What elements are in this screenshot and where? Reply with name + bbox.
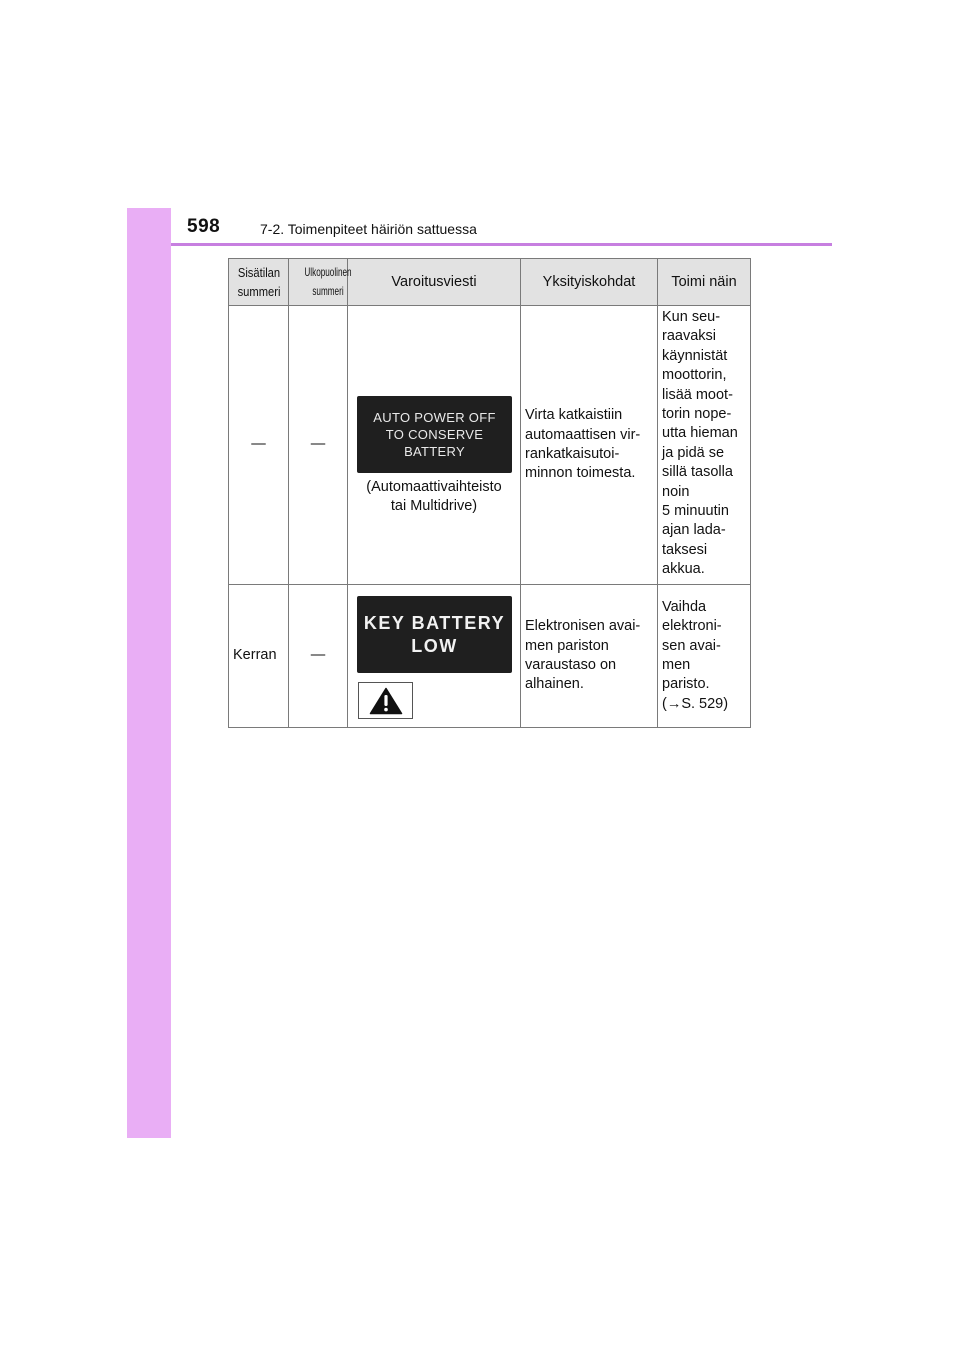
header-message (348, 259, 521, 306)
action-line: elektroni- (662, 618, 722, 635)
table-row (229, 306, 751, 585)
details-line: Virta katkaistiin (525, 407, 623, 424)
action-line: taksesi (662, 541, 708, 558)
table-row (229, 585, 751, 728)
section-title: 7-2. Toimenpiteet häiriön sattuessa (260, 221, 477, 237)
chapter-side-tab (127, 208, 171, 1138)
warning-triangle-icon (369, 687, 403, 715)
outer-buzzer-cell (289, 306, 348, 585)
outer-buzzer-value: — (310, 647, 326, 664)
header-inner-buzzer-label: Sisätilan summeri (237, 265, 281, 299)
table-header-row (229, 259, 751, 306)
display-line: LOW (411, 635, 458, 656)
details-line: men pariston (525, 637, 609, 654)
action-line: ajan lada- (662, 522, 726, 539)
auto-power-off-display (357, 396, 512, 473)
message-cell (348, 306, 521, 585)
display-line: TO CONSERVE (385, 426, 484, 442)
action-line: raavaksi (662, 328, 716, 345)
display-caption: (Automaattivaihteisto tai Multidrive) (366, 478, 502, 514)
inner-buzzer-cell (229, 585, 289, 728)
details-cell (521, 306, 658, 585)
inner-buzzer-value: Kerran (233, 647, 277, 664)
details-line: Elektronisen avai- (525, 618, 641, 635)
action-line: lisää moot- (662, 386, 733, 403)
header-inner-buzzer (229, 259, 289, 306)
header-action (658, 259, 751, 306)
display-line: BATTERY (404, 443, 465, 459)
details-line: minnon toimesta. (525, 465, 636, 482)
details-line: alhainen. (525, 676, 584, 693)
action-line: noin (662, 483, 690, 500)
outer-buzzer-value: — (310, 436, 326, 453)
action-line: moottorin, (662, 367, 727, 384)
inner-buzzer-value: — (251, 436, 266, 453)
page-number: 598 (187, 216, 221, 237)
action-line: torin nope- (662, 406, 732, 423)
action-line: Vaihda (662, 598, 707, 615)
details-line: rankatkaisutoi- (525, 446, 620, 462)
inner-buzzer-cell (229, 306, 289, 585)
action-line: Kun seu- (662, 309, 721, 325)
action-line: käynnistät (662, 347, 728, 364)
display-line: AUTO POWER OFF (373, 409, 496, 425)
message-cell (348, 585, 521, 728)
action-line: utta hieman (662, 425, 738, 442)
action-line: 5 minuutin (662, 503, 729, 520)
page-reference-link[interactable]: (→S. 529) (662, 695, 729, 712)
outer-buzzer-cell (289, 585, 348, 728)
key-battery-low-display (357, 596, 512, 673)
header-action-label: Toimi näin (671, 274, 737, 290)
header-message-label: Varoitusviesti (391, 274, 477, 290)
details-line: automaattisen vir- (525, 426, 641, 443)
header-details (521, 259, 658, 306)
display-line: KEY BATTERY (363, 612, 506, 633)
action-line: sillä tasolla (662, 464, 733, 481)
details-line: varaustaso on (525, 657, 617, 673)
details-cell (521, 585, 658, 728)
action-cell (658, 585, 751, 728)
header-outer-buzzer-label: Ulkopuolinen summeri (304, 265, 352, 298)
action-line: men (662, 657, 691, 673)
header-outer-buzzer (289, 259, 352, 306)
action-line: paristo. (662, 676, 710, 693)
action-cell (658, 306, 751, 585)
action-line: akkua. (662, 561, 705, 578)
header-rule (171, 243, 832, 246)
header-details-label: Yksityiskohdat (542, 274, 636, 290)
action-line: ja pidä se (662, 444, 725, 461)
warning-table (228, 258, 751, 728)
warning-icon-box (358, 682, 413, 719)
action-line: sen avai- (662, 637, 721, 654)
